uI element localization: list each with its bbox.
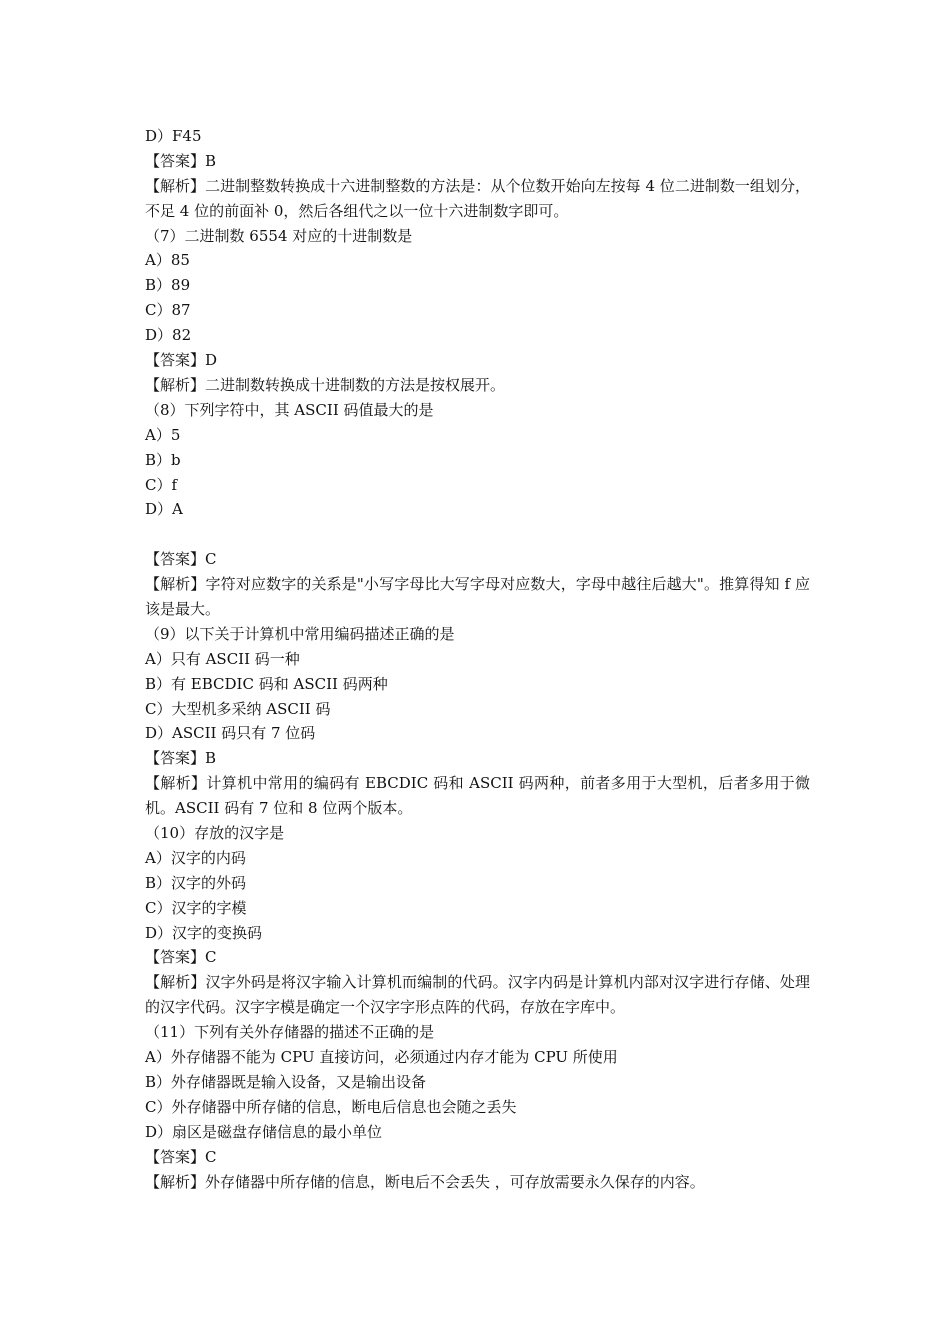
option-c: C）汉字的字模 [145, 898, 247, 917]
explanation: 【解析】计算机中常用的编码有 EBCDIC 码和 ASCII 码两种，前者多用于大型机，后者多用于微机。ASCII 码有 7 位和 8 位两个版本。 [145, 774, 810, 818]
answer: 【答案】B [145, 151, 217, 170]
option-b: B）汉字的外码 [145, 873, 247, 892]
option-a: A）外存储器不能为 CPU 直接访问，必须通过内存才能为 CPU 所使用 [145, 1048, 618, 1067]
option-d: D）ASCII 码只有 7 位码 [145, 724, 316, 743]
explanation: 【解析】字符对应数字的关系是"小写字母比大写字母对应数大，字母中越往后越大"。推算得知 f 应该是最大。 [145, 575, 810, 618]
option-c: C）大型机多采纳 ASCII 码 [145, 699, 331, 718]
option-d: D）汉字的变换码 [145, 923, 263, 942]
answer: 【答案】C [145, 948, 217, 967]
question-8: （8）下列字符中，其 ASCII 码值最大的是 [145, 400, 434, 419]
answer: 【答案】B [145, 749, 217, 768]
option-a: A）5 [145, 425, 181, 444]
option-c: C）87 [145, 301, 191, 320]
option-a: A）只有 ASCII 码一种 [145, 649, 300, 668]
option-a: A）85 [145, 251, 190, 270]
explanation: 【解析】外存储器中所存储的信息，断电后不会丢失 ，可存放需要永久保存的内容。 [145, 1172, 705, 1191]
document-content [145, 124, 810, 1194]
answer: 【答案】C [145, 550, 217, 569]
explanation: 【解析】二进制数转换成十进制数的方法是按权展开。 [145, 375, 506, 394]
option-b: B）有 EBCDIC 码和 ASCII 码两种 [145, 674, 388, 693]
answer: 【答案】C [145, 1147, 217, 1166]
question-7: （7）二进制数 6554 对应的十进制数是 [145, 226, 413, 245]
option-b: B）89 [145, 276, 191, 295]
question-11: （11）下列有关外存储器的描述不正确的是 [145, 1023, 435, 1042]
question-9: （9）以下关于计算机中常用编码描述正确的是 [145, 624, 455, 643]
option-c: C）f [145, 475, 178, 494]
explanation: 【解析】汉字外码是将汉字输入计算机而编制的代码。汉字内码是计算机内部对汉字进行存储、处理的汉字代码。汉字字模是确定一个汉字字形点阵的代码，存放在字库中。 [145, 973, 810, 1017]
option-d: D）A [145, 500, 183, 519]
blank-line [145, 522, 810, 547]
explanation: 【解析】二进制整数转换成十六进制整数的方法是：从个位数开始向左按每 4 位二进制数一组划分，不足 4 位的前面补 0，然后各组代之以一位十六进制数字即可。 [145, 176, 810, 220]
option-b: B）外存储器既是输入设备，又是输出设备 [145, 1072, 427, 1091]
option-d: D）82 [145, 326, 192, 345]
option-c: C）外存储器中所存储的信息，断电后信息也会随之丢失 [145, 1097, 517, 1116]
option-d: D）扇区是磁盘存储信息的最小单位 [145, 1122, 383, 1141]
answer: 【答案】D [145, 351, 218, 370]
option-a: A）汉字的内码 [145, 848, 246, 867]
option-d: D）F45 [145, 127, 202, 145]
question-10: （10）存放的汉字是 [145, 824, 285, 843]
option-b: B）b [145, 450, 181, 469]
